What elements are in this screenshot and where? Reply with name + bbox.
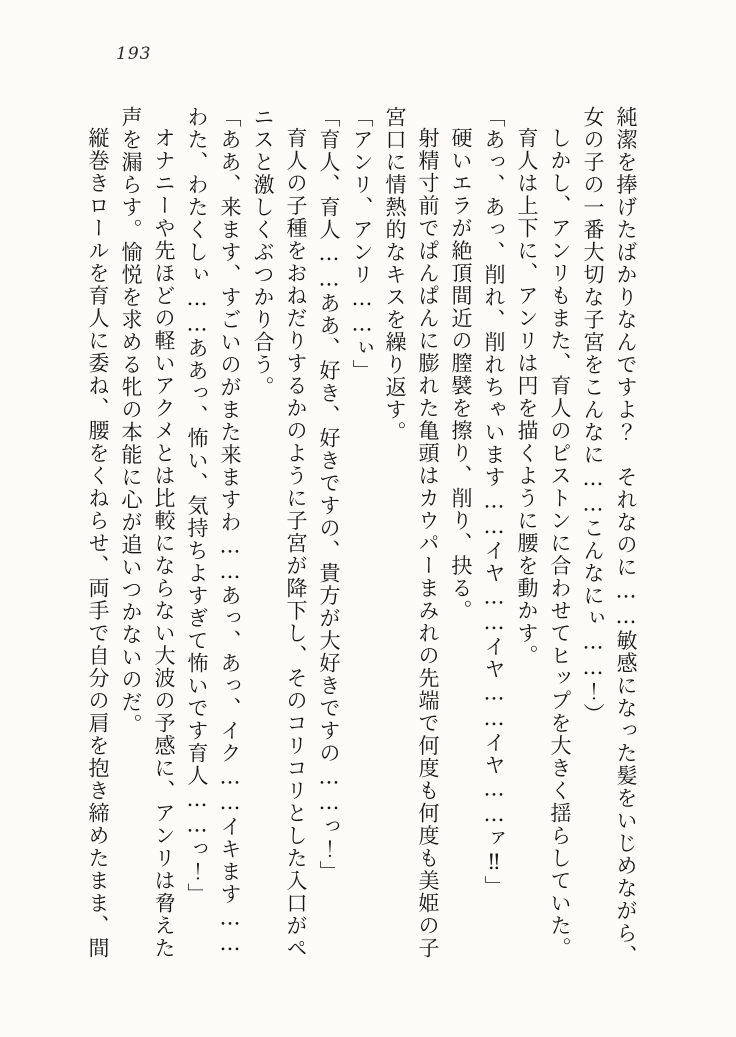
paragraph: 「ああ、来ます、すごいのがまた来ますわ……あっ、あっ、イク……イキます……わた、わたくしぃ……ああっ、怖い、気持ちよすぎて怖いです育人……っ！」 (185, 106, 242, 957)
vertical-text-block (80, 106, 642, 970)
page-number: 193 (116, 44, 152, 64)
paragraph: オナニーや先ほどの軽いアクメとは比較にならない大波の予感に、アンリは脅えた声を漏らす。愉悦を求める牝の本能に心が追いつかないのだ。 (119, 106, 176, 960)
paragraph: 育人の子種をおねだりするかのように子宮が降下し、そのコリコリとした入口がペニスと激しくぶつかり合う。 (251, 106, 308, 960)
paragraph: 「あっ、あっ、削れ、削れちゃいます……イヤ……イヤ……イヤ……ァ‼」 (482, 106, 506, 898)
paragraph: 「アンリ、アンリ……ぃ」 (350, 106, 374, 382)
paragraph: しかし、アンリもまた、育人のピストンに合わせてヒップを大きく揺らしていた。 (548, 127, 572, 960)
paragraph: 育人は上下に、アンリは円を描くように腰を動かす。 (515, 127, 539, 667)
paragraph: 純潔を捧げたばかりなんですよ？ それなのに……敏感になった髪をいじめながら、女の子の一番大切な子宮をこんなに……こんなにぃ……！） (581, 106, 638, 967)
paragraph: 射精寸前でぱんぱんに膨れた亀頭はカウパーまみれの先端で何度も何度も美姫の子宮口に情熱的なキスを繰り返す。 (383, 106, 440, 960)
paragraph: 縦巻きロールを育人に委ね、腰をくねらせ、両手で自分の肩を抱き締めたまま、間 (86, 127, 110, 960)
paragraph: 「育人、育人……ああ、好き、好きですの、貴方が大好きですの……っ！」 (317, 106, 341, 883)
paragraph: 硬いエラが絶頂間近の膣襞を擦り、削り、抉る。 (449, 127, 473, 622)
